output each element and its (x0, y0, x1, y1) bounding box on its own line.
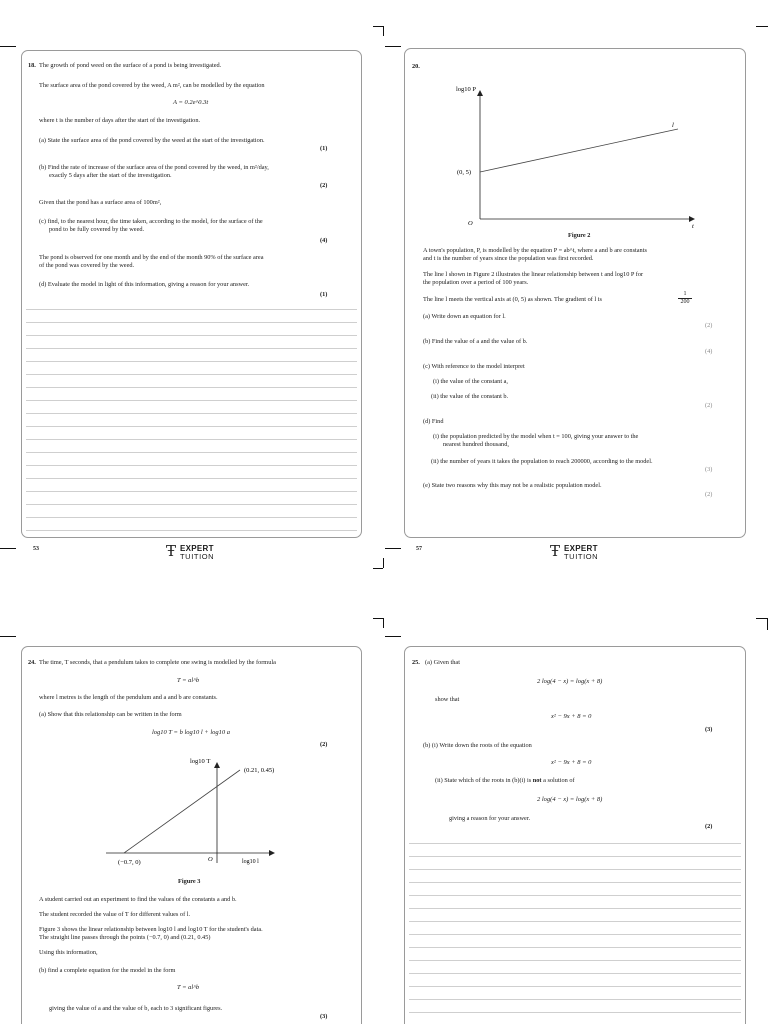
x-axis-arrow-icon (269, 850, 275, 856)
brand-line-2: TUITION (180, 552, 215, 561)
part-b-line-1: (b) Find the rate of increase of the surface area of the pond covered by the weed, in m²/day, (39, 164, 269, 171)
brand-mark-icon: Ŧ (166, 542, 177, 560)
crop-mark (383, 26, 384, 36)
observe-line-1: The pond is observed for one month and by the end of the month 90% of the surface area (39, 254, 264, 261)
part-a-marks: (3) (705, 726, 713, 733)
part-d-marks: (1) (320, 291, 328, 298)
y-axis-arrow-icon (214, 762, 220, 768)
part-a: (a) Write down an equation for l. (423, 313, 506, 320)
question-stem: The time, T seconds, that a pendulum takes to complete one swing is modelled by the formula (39, 659, 276, 666)
answer-line (409, 986, 741, 987)
answer-line (26, 452, 357, 453)
stem-line-2: and t is the number of years since the population was first recorded. (423, 255, 594, 262)
answer-line (409, 973, 741, 974)
part-a-marks: (2) (320, 741, 328, 748)
model-intro: The surface area of the pond covered by the weed, A m², can be modelled by the equation (39, 82, 265, 89)
formula-again: T = al^b (177, 984, 200, 991)
answer-line (26, 426, 357, 427)
part-b-ii-pre: (ii) State which of the roots in (b)(i) is (435, 777, 533, 784)
x-axis-label: log10 l (242, 859, 259, 865)
point-left-label: (−0.7, 0) (118, 859, 141, 866)
line-label: l (672, 122, 674, 129)
part-d-i-line-2: nearest hundred thousand, (443, 441, 509, 448)
line-l (480, 129, 678, 172)
brand-logo (166, 543, 226, 561)
reason-text: giving a reason for your answer. (449, 815, 531, 822)
part-b-marks: (2) (320, 182, 328, 189)
intercept-label: (0, 5) (457, 169, 472, 176)
answer-line (409, 999, 741, 1000)
giving-text: giving the value of a and the value of b, each to 3 significant figures. (49, 1005, 223, 1012)
part-c-i: (i) the value of the constant a, (433, 378, 509, 385)
answer-line (409, 856, 741, 857)
part-b-line-2: exactly 5 days after the start of the investigation. (49, 172, 172, 179)
part-b-marks: (2) (705, 823, 713, 830)
crop-mark (385, 636, 401, 637)
part-a-marks: (1) (320, 145, 328, 152)
crop-mark (0, 548, 16, 549)
figure-caption: Figure 2 (568, 232, 591, 239)
part-a: (a) State the surface area of the pond covered by the weed at the start of the investigation. (39, 137, 265, 144)
part-b-ii-post: a solution of (541, 777, 575, 784)
equation-1: 2 log(4 − x) = log(x + 8) (537, 678, 603, 685)
using-text: Using this information, (39, 949, 98, 956)
brand-mark-icon: Ŧ (550, 542, 561, 560)
question-18-card (21, 50, 362, 538)
answer-line (26, 504, 357, 505)
model-equation: A = 0.2e^0.3t (173, 99, 209, 106)
question-number: 24. (28, 659, 36, 666)
answer-line (409, 882, 741, 883)
part-c-marks: (4) (320, 237, 328, 244)
answer-line (26, 517, 357, 518)
answer-line (409, 960, 741, 961)
crop-mark (383, 558, 384, 568)
x-axis-label: t (692, 223, 694, 229)
answer-line (26, 491, 357, 492)
answer-line (26, 335, 357, 336)
part-d: (d) Find (423, 418, 444, 425)
answer-line (26, 530, 357, 531)
part-e: (e) State two reasons why this may not be a realistic population model. (423, 482, 602, 489)
equation-3: x² − 9x + 8 = 0 (551, 759, 592, 766)
part-b-marks: (4) (705, 348, 713, 355)
page-number: 53 (33, 546, 39, 552)
experiment-text: A student carried out an experiment to find the values of the constants a and b. (39, 896, 237, 903)
answer-line (26, 309, 357, 310)
part-a: (a) Show that this relationship can be written in the form (39, 711, 182, 718)
y-axis-label: log10 P (456, 86, 477, 93)
part-c-ii: (ii) the value of the constant b. (431, 393, 509, 400)
line-desc-2: the population over a period of 100 years. (423, 279, 529, 286)
formula: T = al^b (177, 677, 200, 684)
part-b: (b) Find the value of a and the value of b. (423, 338, 528, 345)
part-b-i: (b) (i) Write down the roots of the equation (423, 742, 532, 749)
answer-line (26, 439, 357, 440)
page-number: 57 (416, 546, 422, 552)
given-text: Given that the pond has a surface area of 100m², (39, 199, 162, 206)
crop-mark (373, 26, 383, 27)
brand-line-1: EXPERT (564, 544, 598, 553)
question-stem: The growth of pond weed on the surface of a pond is being investigated. (39, 62, 222, 69)
part-a: (a) Given that (425, 659, 460, 666)
passes-text: The straight line passes through the points (−0.7, 0) and (0.21, 0.45) (39, 934, 211, 941)
origin-label: O (468, 220, 473, 227)
answer-line (26, 465, 357, 466)
part-a-marks: (2) (705, 322, 713, 329)
answer-line (409, 908, 741, 909)
question-25-card (404, 646, 746, 1024)
recorded-text: The student recorded the value of T for different values of l. (39, 911, 191, 918)
part-b-ii (435, 777, 575, 785)
part-c: (c) With reference to the model interpret (423, 363, 525, 370)
answer-line (409, 843, 741, 844)
answer-line (26, 361, 357, 362)
answer-line (26, 374, 357, 375)
answer-line (26, 478, 357, 479)
answer-line (409, 869, 741, 870)
crop-mark (385, 548, 401, 549)
answer-line (26, 387, 357, 388)
part-c-line-1: (c) find, to the nearest hour, the time taken, according to the model, for the surface of the (39, 218, 263, 225)
crop-mark (0, 46, 16, 47)
part-c-marks: (2) (705, 402, 713, 409)
part-d-marks: (3) (705, 466, 713, 473)
equation-2: x² − 9x + 8 = 0 (551, 713, 592, 720)
crop-mark (383, 618, 384, 628)
answer-line (409, 947, 741, 948)
line-meets: The line l meets the vertical axis at (0, 5) as shown. The gradient of l is (423, 296, 602, 303)
answer-line (409, 921, 741, 922)
observe-line-2: of the pond was covered by the weed. (39, 262, 135, 269)
answer-line (26, 413, 357, 414)
part-d-i-line-1: (i) the population predicted by the model when t = 100, giving your answer to the (433, 433, 639, 440)
question-number: 20. (412, 63, 420, 70)
y-axis-arrow-icon (477, 90, 483, 96)
x-axis-arrow-icon (689, 216, 695, 222)
answer-line (409, 934, 741, 935)
figure-caption: Figure 3 (178, 878, 201, 885)
question-number: 25. (412, 659, 420, 666)
question-24-card (21, 646, 362, 1024)
line-desc-1: The line l shown in Figure 2 illustrates the linear relationship between t and log10 P for (423, 271, 644, 278)
y-axis-label: log10 T (190, 758, 211, 765)
answer-line (409, 895, 741, 896)
part-b-ii-bold: not (532, 777, 542, 784)
answer-line (26, 322, 357, 323)
part-c-line-2: pond to be fully covered by the weed. (49, 226, 145, 233)
brand-line-2: TUITION (564, 552, 599, 561)
gradient-fraction (678, 291, 692, 305)
question-number: 18. (28, 62, 36, 69)
gradient-numerator: 1 (683, 291, 687, 297)
part-d: (d) Evaluate the model in light of this information, giving a reason for your answer. (39, 281, 250, 288)
stem-line-1: A town's population, P, is modelled by the equation P = ab^t, where a and b are constants (423, 247, 647, 254)
part-b-marks: (3) (320, 1013, 328, 1020)
where-text: where t is the number of days after the start of the investigation. (39, 117, 201, 124)
log-form: log10 T = b log10 l + log10 a (152, 729, 230, 736)
part-e-marks: (2) (705, 491, 713, 498)
answer-line (409, 1012, 741, 1013)
point-top-label: (0.21, 0.45) (244, 767, 275, 774)
brand-logo (550, 543, 610, 561)
crop-mark (373, 568, 383, 569)
straight-line (124, 770, 240, 853)
part-b: (b) find a complete equation for the model in the form (39, 967, 176, 974)
equation-4: 2 log(4 − x) = log(x + 8) (537, 796, 603, 803)
figure-3-graph (102, 755, 322, 870)
figure-2-graph (450, 79, 700, 229)
part-d-ii: (ii) the number of years it takes the population to reach 200000, according to the model. (431, 458, 653, 465)
show-that: show that (435, 696, 460, 703)
answer-line (26, 348, 357, 349)
figure-shows-text: Figure 3 shows the linear relationship between log10 l and log10 T for the student's data. (39, 926, 263, 933)
where-text: where l metres is the length of the pendulum and a and b are constants. (39, 694, 218, 701)
crop-mark (0, 636, 16, 637)
crop-mark (756, 26, 768, 27)
gradient-denominator: 200 (678, 298, 692, 306)
crop-mark (373, 618, 383, 619)
brand-line-1: EXPERT (180, 544, 214, 553)
answer-line (26, 400, 357, 401)
origin-label: O (208, 856, 213, 863)
crop-mark (385, 46, 401, 47)
question-20-card (404, 48, 746, 538)
